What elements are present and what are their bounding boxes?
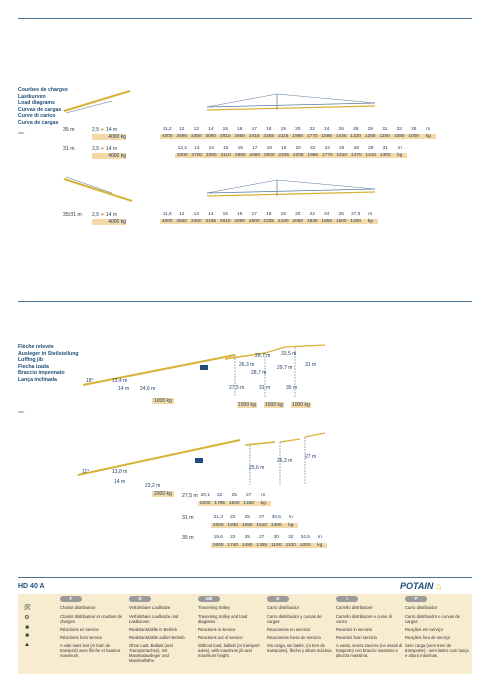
loads-row (211, 523, 298, 528)
load-value: 1000 kg (238, 402, 256, 408)
radius-cell: 30 (273, 535, 279, 540)
min-radius: 2,9 ➤ 14 m (92, 146, 118, 152)
loads-row (160, 219, 378, 224)
brand-logo: POTAIN ⌂ (400, 581, 442, 591)
radius-cell: 27,5 (351, 212, 361, 217)
height: 29,7 m (255, 353, 271, 359)
load-cell: kg (284, 523, 299, 528)
max-load: 4000 kg (92, 219, 126, 225)
height: 26,3 m (239, 362, 255, 368)
footer-cell: Carro distribuidor e curvas de cargas (405, 614, 460, 624)
footer-cell: Without load, ballast (or transport axles), with maximum jib and maximum height. (198, 643, 260, 658)
height: 33,5 m (281, 351, 297, 357)
radius-cell: 13 (194, 146, 200, 151)
max-load: 4000 kg (92, 134, 126, 140)
dimension: 23,2 m (145, 483, 161, 489)
footer-cell: Carrello distributore e curve di carico (336, 614, 392, 624)
radius-cell: 18 (266, 146, 272, 151)
radius-cell: 22 (217, 493, 223, 498)
load-cell: 2060 (292, 219, 304, 224)
radius-cell: 12 (179, 212, 185, 217)
radius-cell: 25 (244, 535, 250, 540)
load-cell: 1610 (336, 153, 348, 158)
load-cell: 1510 (256, 523, 268, 528)
load-cell: 1400 (350, 219, 362, 224)
footer-cell: Reações em serviço (405, 627, 443, 632)
load-cell: 2335 (263, 219, 275, 224)
radius-cell: 35 (411, 127, 417, 132)
load-cell: 2000 (212, 523, 224, 528)
load-cell: 2205 (292, 153, 304, 158)
radius-cell: 18 (266, 127, 272, 132)
radius-cell: 31 (382, 146, 388, 151)
radius-cell: m (397, 146, 402, 151)
footer-cell: Verfahrbare Laufkatze (129, 605, 171, 610)
load-cell: 1300 (270, 523, 282, 528)
load-cell: 1985 (292, 134, 304, 139)
radius-cell: 28 (353, 146, 359, 151)
radius-cell: 14 (208, 146, 214, 151)
radius-cell: 28 (353, 127, 359, 132)
load-cell: kg (313, 543, 328, 548)
luffing-jib-diagram-1 (75, 335, 335, 405)
radius-cell: 12 (179, 127, 185, 132)
radii-row (211, 515, 298, 520)
footer-cell: Reactions out of service (198, 635, 243, 640)
load-cell: 3060 (205, 134, 217, 139)
height: 25,6 m (249, 465, 265, 471)
load-cell: 4000 (161, 134, 173, 139)
load-cell: 1165 (378, 134, 393, 139)
lang-badge: D (129, 596, 151, 602)
footer-row (18, 643, 472, 663)
footer-cell: Carro distribuidor (405, 605, 438, 610)
radius-cell: 11,2 (162, 127, 172, 132)
crane-jib-drawing-4 (205, 178, 377, 200)
load-value: 2000 kg (154, 491, 172, 497)
footer-cell: Traversing trolley and load diagrams (198, 614, 248, 624)
load-cell: 1445 (335, 134, 347, 139)
footer-cell: Reaktionskräfte außer Betrieb (129, 635, 185, 640)
radius-cell: 29 (367, 127, 373, 132)
radius-cell: 15 (223, 146, 229, 151)
radius: 35 m (286, 385, 298, 391)
radius-cell: 22 (309, 127, 315, 132)
load-cell: 2345 (278, 153, 290, 158)
radius-cell: 16 (237, 127, 243, 132)
radius-cell: 16 (237, 212, 243, 217)
height: 28,7 m (251, 370, 267, 376)
radius-cell: 30,5 (271, 515, 281, 520)
load-cell: 1320 (350, 134, 362, 139)
footer-cell: A vide sans lest (m train de transport) avec flèche et hauteur maximum. (60, 643, 121, 658)
radius-cell: 19,6 (213, 535, 223, 540)
radius-cell: 19 (280, 127, 286, 132)
load-cell: 2500 (263, 153, 275, 158)
load-cell: 2255 (263, 134, 275, 139)
radius-cell: 24 (324, 212, 330, 217)
radius-cell: 29 (368, 146, 374, 151)
height: 26,3 m (277, 458, 293, 464)
footer-row (18, 614, 472, 624)
radius-cell: 22 (230, 535, 236, 540)
crane-jib-drawing-1 (62, 87, 132, 117)
load-value: 1000 kg (265, 402, 283, 408)
radius-cell: 20 (295, 127, 301, 132)
load-cell: 2190 (277, 219, 289, 224)
load-cell: 1000 (408, 134, 420, 139)
radius-cell: 24 (324, 146, 330, 151)
load-cell: 2910 (219, 219, 231, 224)
lang-badge: P (405, 596, 427, 602)
footer-row (18, 605, 472, 610)
max-load: 4000 kg (92, 153, 126, 159)
radius-cell: 15 (222, 127, 228, 132)
footer-cell: Sin carga, sin lastre, (ni tren de transporte), flecha y altura máxima. (267, 643, 333, 653)
radii-row (160, 212, 378, 217)
load-cell: kg (256, 501, 271, 506)
footer-cell: Reaktionskräfte in Betrieb (129, 627, 177, 632)
radius: 27,5 m (229, 385, 245, 391)
in-service-icon: ■ (25, 625, 29, 631)
load-cell: 1930 (227, 523, 239, 528)
loads-row (175, 153, 407, 158)
load-cell: kg (363, 219, 378, 224)
load-value: 1000 kg (292, 402, 310, 408)
load-cell: 1540 (228, 501, 240, 506)
radius-cell: 25 (244, 515, 250, 520)
load-cell: 1265 (364, 134, 376, 139)
load-cell: 2500 (248, 219, 260, 224)
footer-cell: Reazioni in servizio (336, 627, 373, 632)
out-of-service-icon: ■ (25, 633, 29, 639)
load-cell: 1400 (243, 501, 255, 506)
loads-row (160, 134, 436, 139)
radius-cell: 11,6 (162, 212, 172, 217)
radius: 31 m (259, 385, 271, 391)
load-cell: 3165 (205, 219, 217, 224)
radius-cell: 13 (193, 127, 199, 132)
legend-code: DBH (18, 131, 25, 135)
radius-cell: 22 (310, 146, 316, 151)
radius-cell: 24 (324, 127, 330, 132)
trolley-icon: 🛠 (23, 605, 31, 611)
dimension: 14 m (118, 386, 130, 392)
load-cell: 1655 (241, 523, 253, 528)
footer-rule (18, 577, 472, 578)
mid-rule (18, 301, 472, 302)
radius-cell: 26 (339, 146, 345, 151)
radius-cell: m (317, 535, 322, 540)
radius-cell: 22 (230, 515, 236, 520)
footer-row (18, 635, 472, 640)
radius-cell: m (426, 127, 431, 132)
load-cell: 2810 (219, 134, 231, 139)
load-cell: 2415 (248, 134, 260, 139)
radius-cell: 27 (259, 535, 265, 540)
trolley-diagram-icon: ⚙ (24, 615, 30, 621)
footer-cell: Chariot distributeur et courbes de charges (60, 614, 122, 624)
load-cell: 1470 (350, 153, 362, 158)
radius-cell: 19 (281, 146, 287, 151)
loads-row (211, 543, 327, 548)
footer-cell: Reações fora de serviço (405, 635, 451, 640)
load-cell: 3380 (205, 153, 217, 158)
radius-cell: 17 (251, 212, 257, 217)
lang-badge: GB (198, 596, 220, 602)
radius-cell: 22 (309, 212, 315, 217)
lang-badge: F (60, 596, 82, 602)
load-cell: 1650 (321, 219, 333, 224)
footer-cell: Reacciones en servicio (267, 627, 311, 632)
dimension: 24,6 m (140, 386, 156, 392)
load-cell: 1000 (299, 543, 311, 548)
load-cell: 1490 (241, 543, 253, 548)
footer-cell: Carro distribuidor y curvas de cargas (267, 614, 322, 624)
footer-cell: Carro distribuidor (267, 605, 300, 610)
load-cell: 1190 (269, 543, 284, 548)
radius-cell: m (261, 493, 266, 498)
jib-length: 35/31 m (63, 212, 82, 218)
legend-code: DBH (18, 410, 25, 414)
load-cell: 1080 (393, 134, 405, 139)
radius-cell: m (288, 515, 293, 520)
load-cell: 2000 (212, 543, 224, 548)
radius-cell: 32 (288, 535, 294, 540)
radius-cell: 15 (222, 212, 228, 217)
load-cell: 2000 (199, 501, 211, 506)
footer-cell: Carrello distributore (336, 605, 373, 610)
load-cell: 3695 (176, 134, 188, 139)
radii-row (211, 535, 327, 540)
footer-cell: Reazioni fuori servizio (336, 635, 377, 640)
dimension: 13,8 m (112, 469, 128, 475)
jib-length: 31 m (63, 146, 75, 152)
load-cell: 2880 (234, 153, 246, 158)
footer-cell: Réactions hors service (60, 635, 103, 640)
footer-cell: A vuoto, senza zavorra (ne assali di trasporto) con braccio massimo e altezza massima. (336, 643, 403, 658)
load-cell: 1355 (256, 543, 268, 548)
lang-badge: I (336, 596, 358, 602)
dimension: 13,4 m (112, 378, 128, 384)
crane-icon: ▲ (24, 642, 30, 648)
load-cell: 1965 (307, 153, 319, 158)
radii-row (175, 146, 407, 151)
footer-cell: Ohne Last, Ballast (und Transportachse), mit Maximalausleger und Maximalhöhe. (129, 643, 173, 663)
crane-jib-drawing-3 (62, 175, 134, 207)
radius-cell: 16 (237, 146, 243, 151)
radius-cell: m (368, 212, 373, 217)
radius-cell: 20,1 (200, 493, 210, 498)
load-cell: 3820 (176, 219, 188, 224)
jib-length: 27,5 m (182, 493, 198, 499)
load-cell: 1595 (321, 134, 333, 139)
load-cell: 2115 (276, 134, 291, 139)
load-cell: kg (393, 153, 408, 158)
footer-cell: Traversing trolley (198, 605, 230, 610)
radius-cell: 33 (396, 127, 402, 132)
load-cell: 2680 (249, 153, 261, 158)
height: 27 m (305, 454, 317, 460)
min-radius: 2,9 ➤ 14 m (92, 127, 118, 133)
load-cell: 2690 (234, 219, 246, 224)
radius-cell: 34,5 (300, 535, 310, 540)
radius-cell: 13 (193, 212, 199, 217)
luff-angle: 18° (86, 378, 94, 384)
load-cell: 1770 (321, 153, 333, 158)
load-cell: 4000 (176, 153, 188, 158)
radius-cell: 25 (231, 493, 237, 498)
luff-angle: 11° (82, 469, 90, 475)
load-cell: kg (421, 134, 436, 139)
load-cell: 1410 (365, 153, 377, 158)
jib-length: 35 m (63, 127, 75, 133)
load-cell: 3350 (190, 134, 202, 139)
radius-cell: 17 (251, 127, 257, 132)
luffing-jib-legend: Flèche relevée Ausleger in Steilstellung Luffing jib Flecha izada Braccio impennato Lança inclinada (18, 344, 79, 383)
model-name: HD 40 A (18, 583, 45, 590)
height: 31 m (305, 362, 317, 368)
top-rule (18, 18, 472, 19)
footer-row (18, 627, 472, 632)
height: 29,7 m (277, 365, 293, 371)
radius-cell: 19 (280, 212, 286, 217)
radius-cell: 14 (208, 212, 214, 217)
loads-row (198, 501, 271, 506)
footer-cell: Réactions en service (60, 627, 99, 632)
radius-cell: 26 (338, 212, 344, 217)
radius-cell: 14 (208, 127, 214, 132)
min-radius: 2,9 ➤ 14 m (92, 212, 118, 218)
load-cell: 1300 (379, 153, 391, 158)
radius-cell: 18 (266, 212, 272, 217)
radii-row (198, 493, 271, 498)
crane-jib-drawing-2 (205, 92, 377, 114)
load-cell: 1835 (306, 219, 318, 224)
radius-cell: 21,3 (213, 515, 223, 520)
lang-badge: E (267, 596, 289, 602)
radius-cell: 27 (259, 515, 265, 520)
load-cell: 1500 (335, 219, 347, 224)
radius-cell: 17 (252, 146, 258, 151)
footer-cell: Sem carga (nem trem de transporte) - sem lastro com lança e altura máximas. (405, 643, 469, 658)
radius-cell: 20 (295, 212, 301, 217)
footer-cell: Reacciones fuera de servicio (267, 635, 321, 640)
load-cell: 1795 (214, 501, 226, 506)
footer-cell: Verfahrbare Laufkatze und Lastkurven (129, 614, 179, 624)
load-cell: 1740 (227, 543, 239, 548)
load-cell: 3460 (190, 219, 202, 224)
lang-header (18, 596, 472, 602)
radius-cell: 20 (295, 146, 301, 151)
load-cell: 2600 (234, 134, 246, 139)
radius-cell: 27 (246, 493, 252, 498)
footer-cell: Reactions in service (198, 627, 236, 632)
jib-length: 35 m (182, 535, 194, 541)
load-diagram-legend: Courbes de charges Lastkurven Load diagrams Curvas de cargas Curve di carico Curva de cargas (18, 87, 68, 126)
load-cell: 3110 (219, 153, 234, 158)
load-cell: 1100 (284, 543, 299, 548)
load-cell: 1770 (306, 134, 318, 139)
jib-length: 31 m (182, 515, 194, 521)
radius-cell: 12,2 (177, 146, 187, 151)
radius-cell: 31 (382, 127, 388, 132)
radii-row (160, 127, 436, 132)
load-cell: 3700 (191, 153, 203, 158)
dimension: 14 m (114, 479, 126, 485)
load-value: 1000 kg (154, 398, 172, 404)
footer-cell: Chariot distributeur (60, 605, 96, 610)
load-cell: 4000 (161, 219, 173, 224)
radius-cell: 26 (338, 127, 344, 132)
